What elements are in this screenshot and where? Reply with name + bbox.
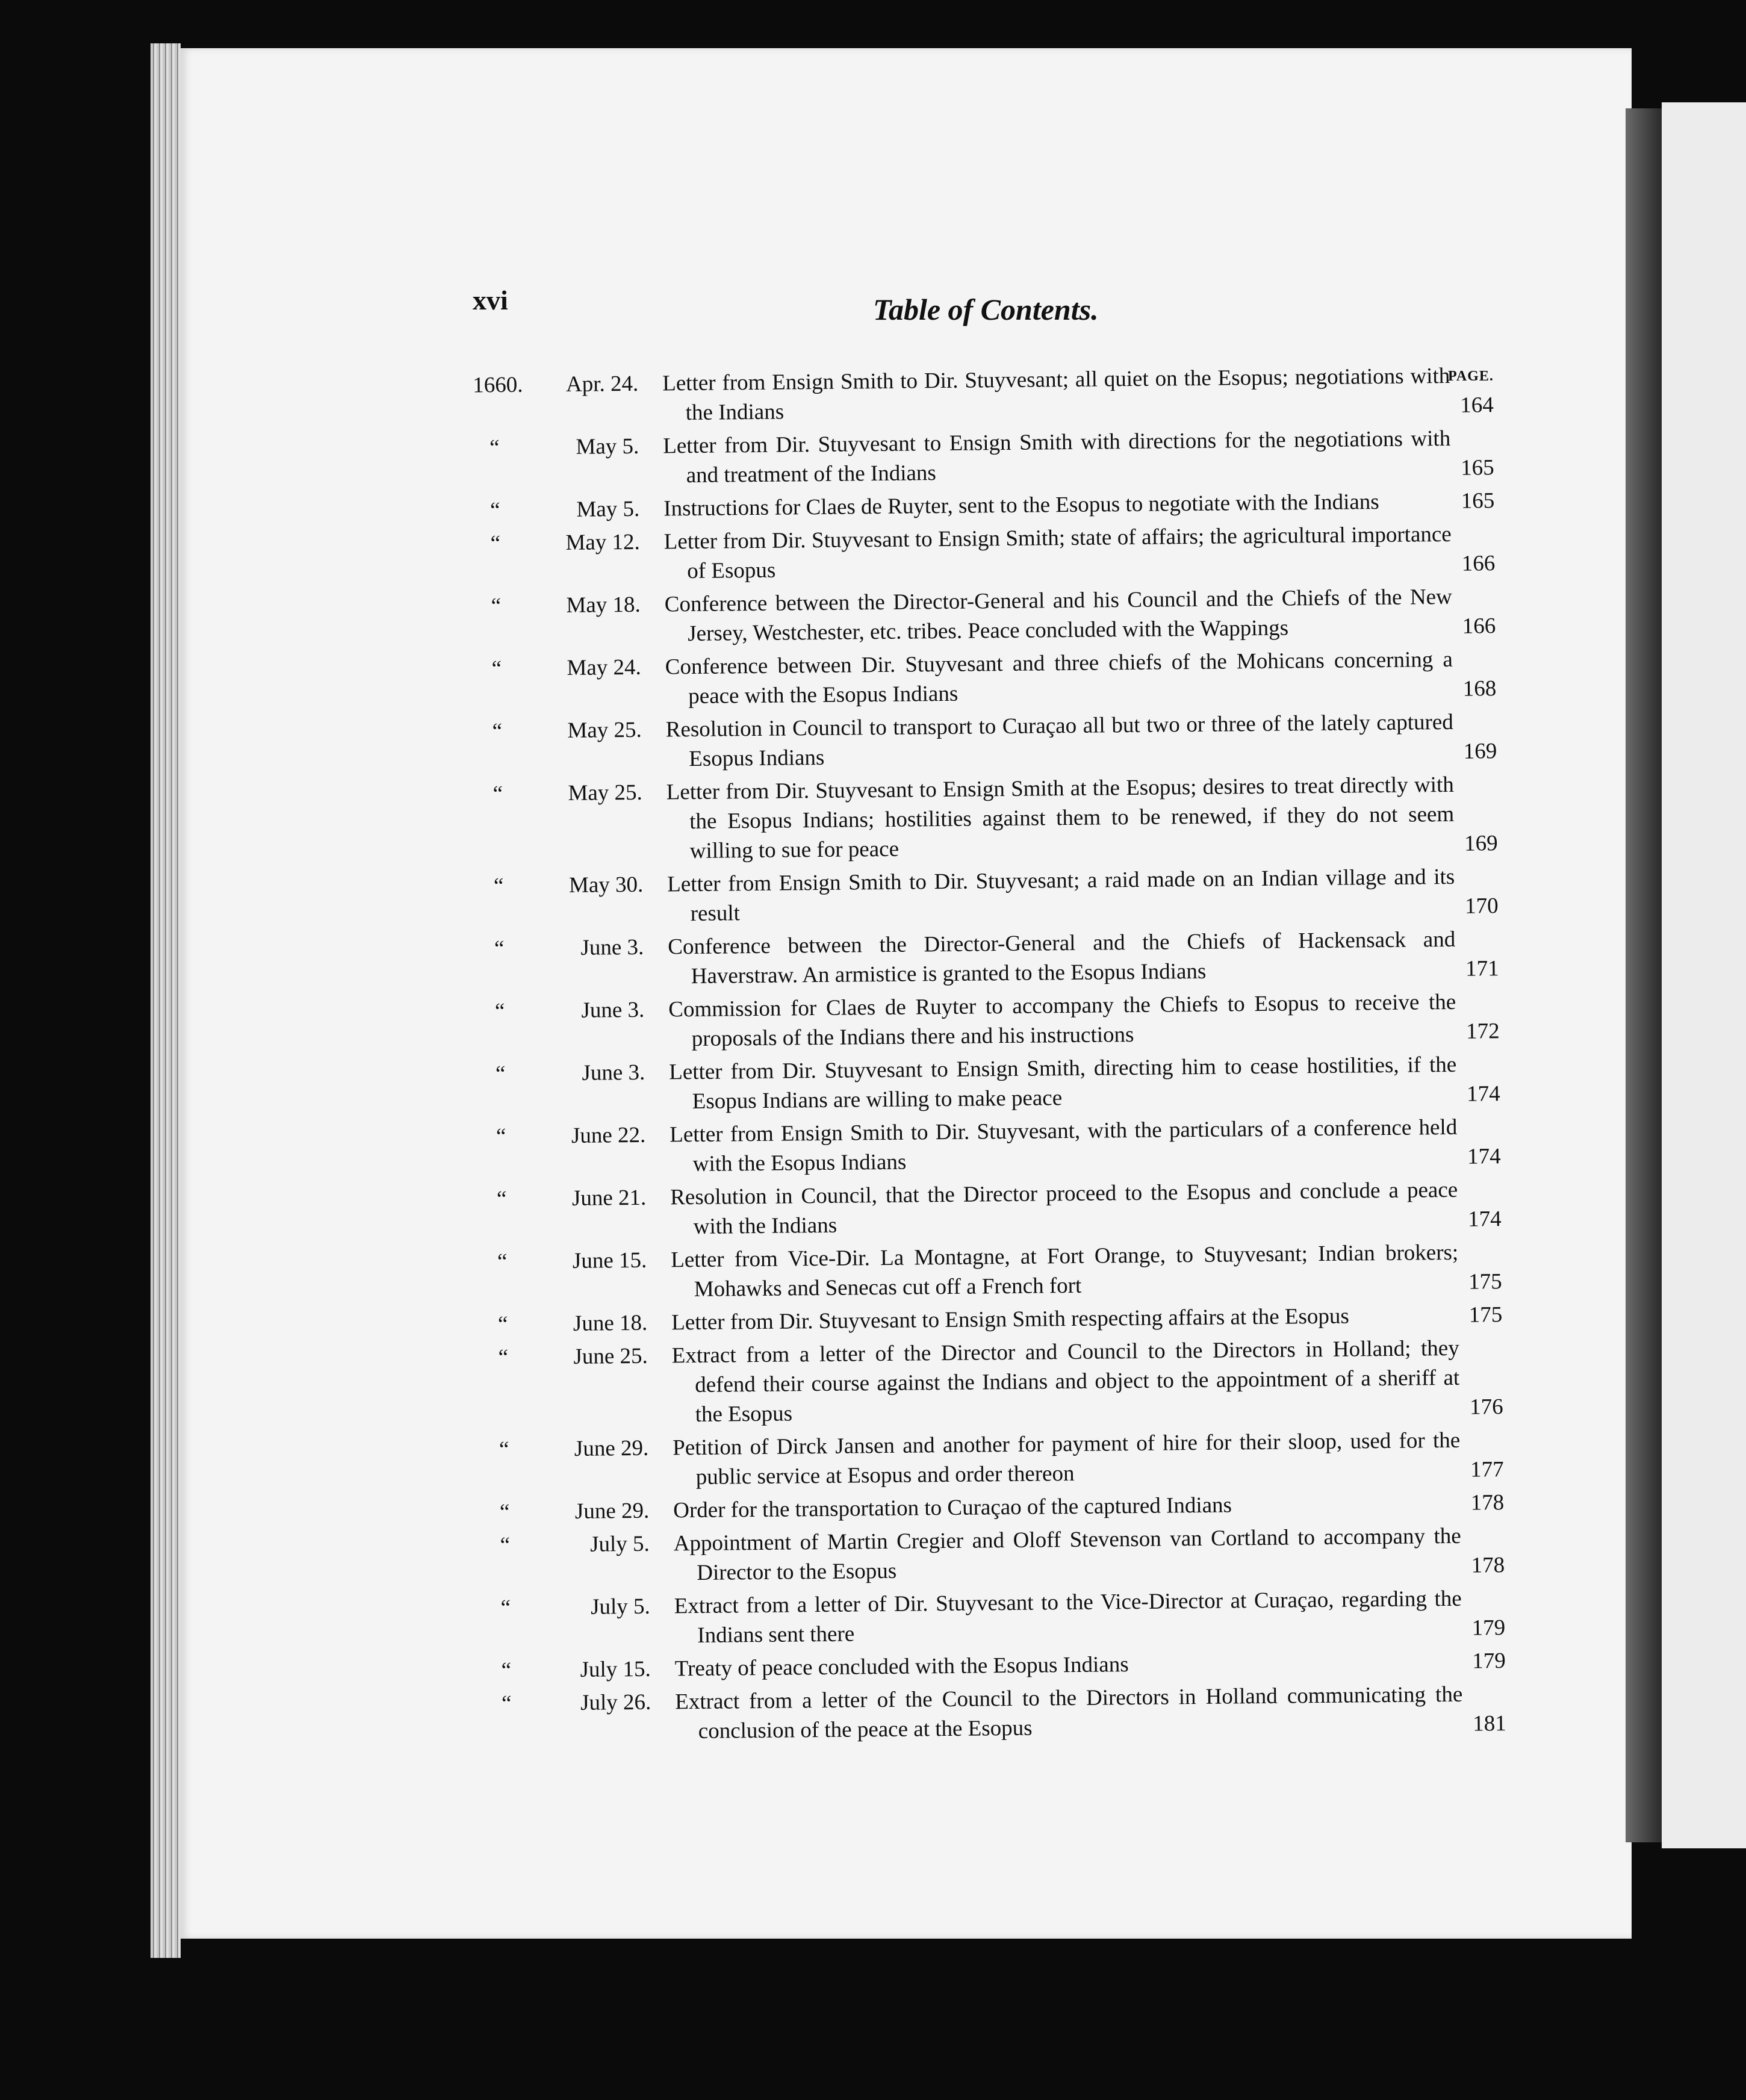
toc-entry-body <box>668 987 1500 1054</box>
toc-description: Treaty of peace concluded with the Esopus Indians <box>674 1652 1129 1682</box>
toc-entry-body <box>664 519 1496 586</box>
toc-entry <box>1 421 1746 497</box>
toc-page-number: 170 <box>1464 893 1499 919</box>
toc-ditto-mark: “ <box>489 435 500 461</box>
toc-entry-body <box>667 862 1499 928</box>
toc-entry-body <box>675 1646 1506 1683</box>
toc-description: Letter from Dir. Stuyvesant to Ensign Smith with directions for the negotiations with and treatment of the Indians <box>663 426 1451 488</box>
toc-entry <box>2 517 1746 592</box>
toc-year: 1660. <box>473 372 523 398</box>
toc-description: Resolution in Council, that the Director proceed to the Esopus and conclude a peace with the Indians <box>670 1177 1458 1240</box>
toc-description: Extract from a letter of Dir. Stuyvesant to the Vice-Director at Curaçao, regarding the Indians sent there <box>674 1586 1462 1648</box>
toc-entry-body <box>668 924 1499 991</box>
toc-date: June 3. <box>582 1060 645 1086</box>
toc-ditto-mark: “ <box>499 1500 510 1525</box>
toc-page-number: 165 <box>1461 455 1494 480</box>
toc-entry <box>4 767 1746 872</box>
toc-entry <box>2 579 1746 655</box>
toc-ditto-mark: “ <box>492 719 503 744</box>
toc-date: July 5. <box>590 1594 650 1620</box>
toc-description: Letter from Dir. Stuyvesant to Ensign Smith; state of affairs; the agricultural importance of Esopus <box>663 521 1452 584</box>
toc-ditto-mark: “ <box>493 874 504 899</box>
toc-date: July 15. <box>580 1656 651 1682</box>
toc-page-number: 166 <box>1461 551 1496 576</box>
toc-ditto-mark: “ <box>494 936 505 961</box>
toc-description: Petition of Dirck Jansen and another for payment of hire for their sloop, used for the public service at Esopus and order thereon <box>673 1427 1461 1490</box>
toc-ditto-mark: “ <box>494 999 505 1024</box>
toc-description: Letter from Dir. Stuyvesant to Ensign Smith, directing him to cease hostilities, if the Esopus Indians are willing to make peace <box>669 1052 1457 1114</box>
toc-page-number: 181 <box>1473 1711 1506 1736</box>
toc-description: Order for the transportation to Curaçao of the captured Indians <box>673 1493 1232 1523</box>
toc-date: July 5. <box>589 1531 650 1557</box>
toc-page-number: 176 <box>1469 1394 1503 1420</box>
toc-entry-body <box>666 707 1497 774</box>
toc-page-number: 174 <box>1466 1081 1500 1107</box>
toc-date: June 3. <box>580 934 644 960</box>
toc-entry <box>8 1172 1746 1248</box>
toc-ditto-mark: “ <box>492 781 503 807</box>
toc-entry-body <box>663 486 1494 523</box>
toc-date: June 18. <box>573 1310 648 1336</box>
toc-description: Letter from Vice-Dir. La Montagne, at Fort Orange, to Stuyvesant; Indian brokers; Mohawks and Senecas cut off a French fort <box>671 1240 1459 1302</box>
toc-entry-body <box>663 423 1494 490</box>
toc-entry-body <box>666 769 1498 866</box>
toc-entry <box>7 1110 1746 1185</box>
toc-date: June 3. <box>581 997 645 1023</box>
toc-page-number: 172 <box>1465 1019 1500 1044</box>
toc-entry <box>12 1581 1746 1657</box>
page-column-label: PAGE. <box>1448 368 1494 384</box>
toc-entry-body <box>673 1488 1504 1525</box>
toc-page-number: 174 <box>1467 1207 1502 1232</box>
toc-page-number: 171 <box>1465 956 1499 981</box>
toc-ditto-mark: “ <box>491 594 502 619</box>
toc-date: May 25. <box>567 717 642 744</box>
toc-description: Conference between the Director-General and his Council and the Chiefs of the New Jersey, Westchester, etc. tribes. Peace concluded with the Wappings <box>664 584 1452 647</box>
toc-ditto-mark: “ <box>490 531 501 556</box>
toc-description: Letter from Dir. Stuyvesant to Ensign Smith at the Esopus; desires to treat directly with the Esopus Indians; hostilities against them to be renewed, if they do not seem willing to sue for peace <box>666 772 1455 864</box>
toc-page-number: 178 <box>1471 1553 1505 1578</box>
toc-ditto-mark: “ <box>495 1061 506 1087</box>
toc-ditto-mark: “ <box>501 1691 512 1716</box>
toc-ditto-mark: “ <box>499 1437 509 1462</box>
toc-date: May 5. <box>576 433 639 459</box>
toc-ditto-mark: “ <box>489 498 500 523</box>
toc-entry <box>3 642 1746 718</box>
toc-date: May 18. <box>566 592 641 618</box>
toc-description: Letter from Dir. Stuyvesant to Ensign Smith respecting affairs at the Esopus <box>671 1303 1349 1335</box>
toc-date: May 30. <box>568 872 644 898</box>
toc-ditto-mark: “ <box>501 1657 512 1683</box>
toc-date: July 26. <box>580 1689 651 1715</box>
toc-entry-body <box>670 1175 1502 1241</box>
toc-page-number: 179 <box>1472 1648 1506 1674</box>
toc-ditto-mark: “ <box>500 1532 511 1558</box>
toc-page-number: 177 <box>1470 1457 1504 1482</box>
toc-page-number: 174 <box>1467 1144 1501 1169</box>
toc-ditto-mark: “ <box>496 1187 507 1212</box>
toc-entry <box>7 1047 1746 1123</box>
page-title: Table of Contents. <box>873 293 1099 326</box>
toc-description: Resolution in Council to transport to Curaçao all but two or three of the lately captured Esopus Indians <box>665 709 1453 772</box>
toc-description: Extract from a letter of the Council to the Directors in Holland communicating the conclusion of the peace at the Esopus <box>675 1682 1463 1744</box>
toc-ditto-mark: “ <box>498 1345 509 1370</box>
toc-description: Appointment of Martin Cregier and Oloff Stevenson van Cortland to accompany the Director to the Esopus <box>673 1523 1461 1586</box>
toc-entry-body <box>669 1049 1500 1116</box>
toc-description: Instructions for Claes de Ruyter, sent to the Esopus to negotiate with the Indians <box>663 489 1379 521</box>
toc-date: June 22. <box>571 1122 646 1148</box>
toc-description: Commission for Claes de Ruyter to accompany the Chiefs to Esopus to receive the proposals of the Indians there and his instructions <box>668 989 1456 1052</box>
toc-page-number: 169 <box>1464 831 1498 856</box>
toc-entry <box>11 1518 1746 1594</box>
toc-entry <box>5 922 1746 998</box>
toc-page-number: 168 <box>1462 676 1497 701</box>
toc-date: June 29. <box>574 1435 649 1461</box>
toc-entry <box>8 1235 1746 1311</box>
toc-date: May 12. <box>565 529 641 556</box>
toc-entry <box>4 704 1746 780</box>
toc-ditto-mark: “ <box>497 1249 508 1275</box>
toc-description: Letter from Ensign Smith to Dir. Stuyvesant; a raid made on an Indian village and its result <box>667 864 1455 927</box>
toc-ditto-mark: “ <box>497 1312 508 1337</box>
toc-entry-body <box>671 1237 1502 1304</box>
toc-date: June 29. <box>574 1498 650 1524</box>
toc-page-number: 169 <box>1463 739 1497 764</box>
toc-page-number: 165 <box>1461 488 1495 514</box>
toc-entry-body <box>675 1679 1506 1746</box>
toc-ditto-mark: “ <box>496 1124 506 1149</box>
toc-entry <box>6 984 1746 1060</box>
toc-entry-body <box>672 1333 1503 1429</box>
toc-date: June 21. <box>571 1185 647 1211</box>
table-of-contents <box>0 358 1746 1756</box>
toc-description: Conference between the Director-General and the Chiefs of Hackensack and Haverstraw. An armistice is granted to the Esopus Indians <box>668 927 1456 989</box>
toc-page-number: 166 <box>1462 614 1496 639</box>
toc-page-number: 179 <box>1471 1615 1506 1641</box>
toc-date: May 24. <box>567 654 642 681</box>
toc-description: Letter from Ensign Smith to Dir. Stuyvesant; all quiet on the Esopus; negotiations with the Indians <box>662 363 1450 426</box>
toc-page-number: 175 <box>1468 1302 1503 1328</box>
toc-page-number: 178 <box>1470 1490 1505 1515</box>
toc-entry-body <box>671 1300 1502 1337</box>
toc-entry <box>5 859 1746 935</box>
toc-entry-body <box>674 1521 1505 1588</box>
page-folio: xvi <box>473 285 508 315</box>
toc-date: May 5. <box>576 496 640 522</box>
toc-description: Extract from a letter of the Director and Council to the Directors in Holland; they defend their course against the Indians and object to the appointment of a sheriff at the Esopus <box>671 1335 1460 1427</box>
toc-page-number: 164 <box>1460 393 1494 418</box>
toc-entry-body <box>673 1425 1504 1492</box>
toc-entry-body <box>662 361 1494 427</box>
toc-date: June 15. <box>572 1247 647 1273</box>
toc-date: May 25. <box>568 780 643 806</box>
toc-description: Letter from Ensign Smith to Dir. Stuyvesant, with the particulars of a conference held with the Esopus Indians <box>670 1114 1458 1177</box>
toc-entry <box>13 1677 1746 1753</box>
toc-entry <box>10 1423 1746 1499</box>
toc-date: June 25. <box>573 1343 648 1369</box>
toc-entry-body <box>665 582 1496 648</box>
toc-entry <box>10 1331 1746 1436</box>
toc-date: Apr. 24. <box>565 371 639 397</box>
toc-page-number: 175 <box>1468 1269 1502 1294</box>
toc-ditto-mark: “ <box>500 1595 511 1621</box>
toc-description: Conference between Dir. Stuyvesant and three chiefs of the Mohicans concerning a peace with the Esopus Indians <box>665 647 1453 709</box>
toc-ditto-mark: “ <box>491 656 502 682</box>
toc-entry-body <box>670 1112 1501 1179</box>
toc-entry-body <box>674 1583 1506 1650</box>
toc-entry-body <box>665 644 1497 711</box>
